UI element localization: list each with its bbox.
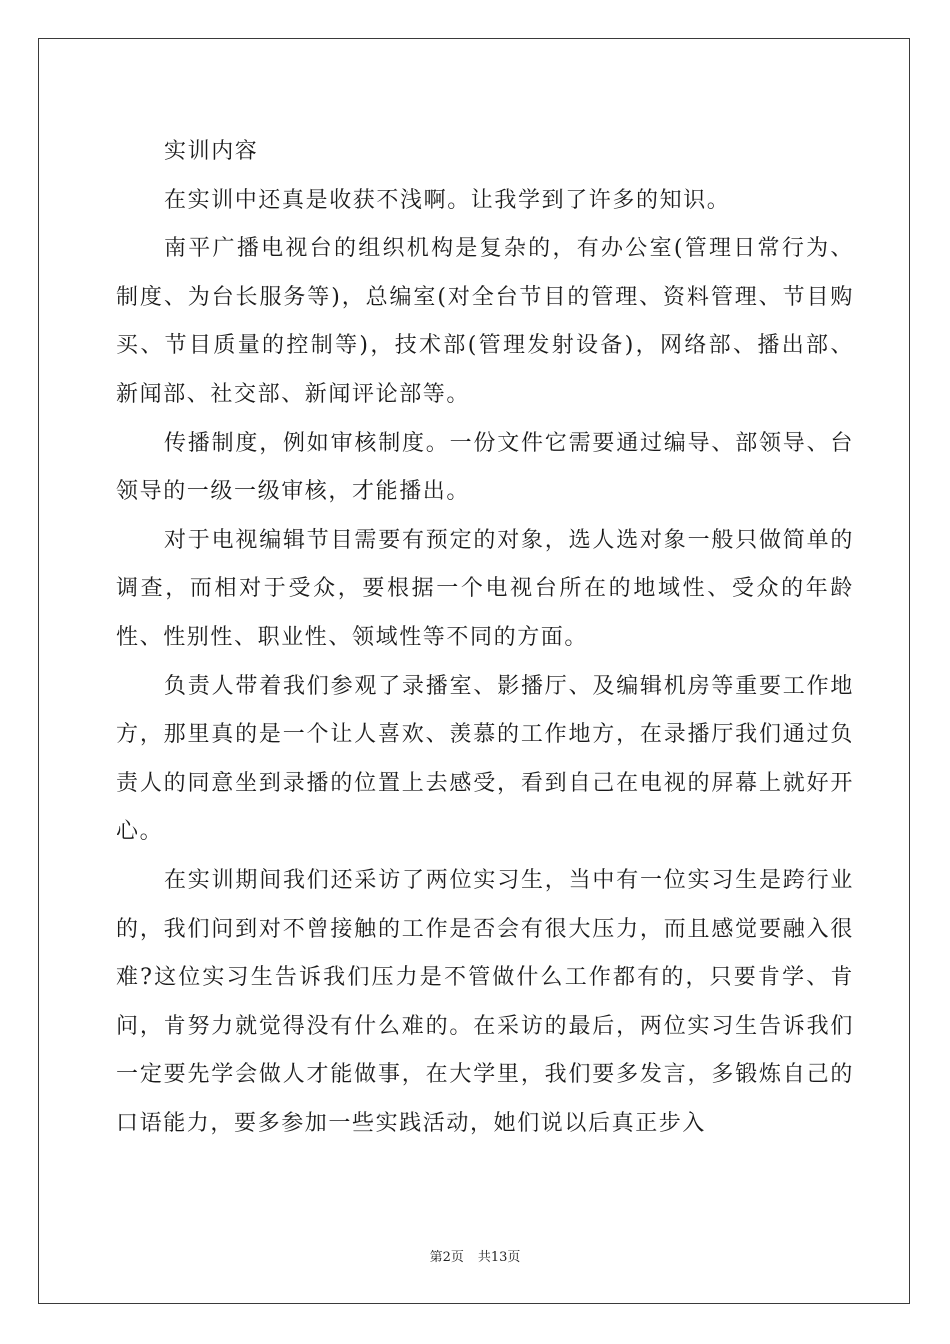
page-number: 第2页 — [429, 1250, 464, 1265]
paragraph: 传播制度，例如审核制度。一份文件它需要通过编导、部领导、台领导的一级一级审核，才能播出。 — [116, 430, 854, 505]
page-footer — [0, 1246, 950, 1265]
paragraph: 南平广播电视台的组织机构是复杂的，有办公室(管理日常行为、制度、为台长服务等)，总编室(对全台节目的管理、资料管理、节目购买、节目质量的控制等)，技术部(管理发射设备)，网络部、播出部、新闻部、社交部、新闻评论部等。 — [116, 236, 854, 407]
page-total: 共13页 — [477, 1250, 521, 1265]
paragraph: 对于电视编辑节目需要有预定的对象，选人选对象一般只做简单的调查，而相对于受众，要根据一个电视台所在的地域性、受众的年龄性、性别性、职业性、领域性等不同的方面。 — [116, 527, 854, 650]
paragraph: 在实训期间我们还采访了两位实习生，当中有一位实习生是跨行业的，我们问到对不曾接触的工作是否会有很大压力，而且感觉要融入很难?这位实习生告诉我们压力是不管做什么工作都有的，只要肯学、肯问，肯努力就觉得没有什么难的。在采访的最后，两位实习生告诉我们一定要先学会做人才能做事，在大学里，我们要多发言，多锻炼自己的口语能力，要多参加一些实践活动，她们说以后真正步入 — [116, 867, 854, 1136]
paragraph: 在实训中还真是收获不浅啊。让我学到了许多的知识。 — [164, 187, 731, 213]
paragraph-heading: 实训内容 — [164, 139, 259, 164]
document-body — [116, 128, 854, 1148]
paragraph: 负责人带着我们参观了录播室、影播厅、及编辑机房等重要工作地方，那里真的是一个让人喜欢、羡慕的工作地方，在录播厅我们通过负责人的同意坐到录播的位置上去感受，看到自己在电视的屏幕上就好开心。 — [116, 673, 854, 845]
